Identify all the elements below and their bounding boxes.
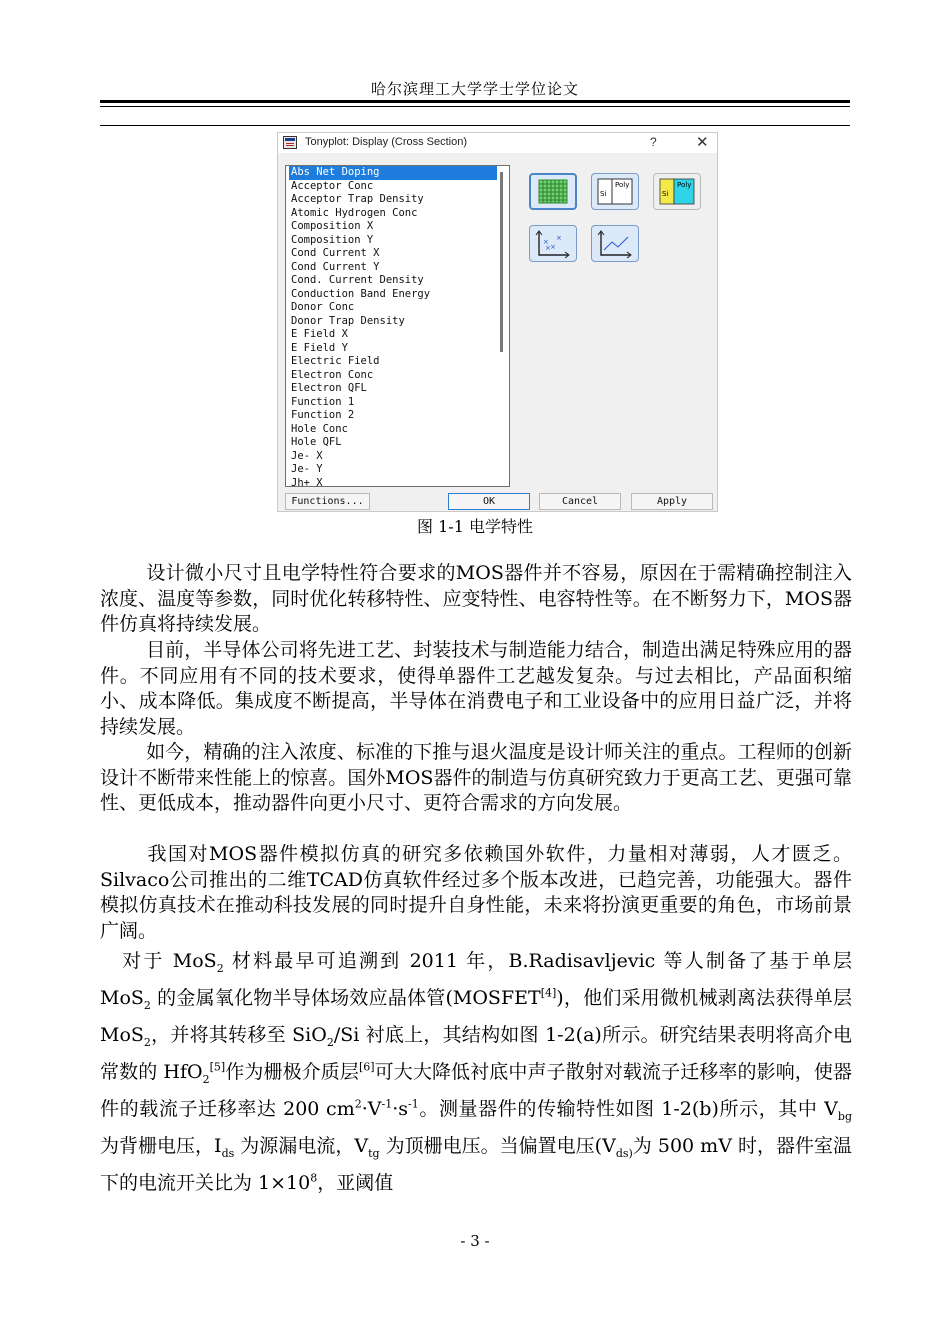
list-item[interactable]: E Field Y	[291, 341, 348, 354]
paragraph-4-text: 我国对MOS器件模拟仿真的研究多依赖国外软件，力量相对薄弱，人才匮乏。Silvaco公司推出的二维TCAD仿真软件经过多个版本改进，已趋完善，功能强大。器件模拟仿真技术在推动科技发展的同时提升自身性能，未来将扮演更重要的角色，市场前景广阔。	[100, 843, 852, 942]
p5-text: 为 500 mV 时，器件室温下的电流开关比为 1×10	[100, 1135, 852, 1194]
list-item[interactable]: Composition X	[291, 220, 374, 232]
dialog-titlebar	[278, 133, 717, 153]
list-item[interactable]: Jh+ X	[291, 476, 323, 487]
p5-sub: ds	[221, 1146, 235, 1160]
list-item[interactable]: Cond Current Y	[291, 260, 380, 273]
p5-text: 。测量器件的传输特性如图 1-2(b)所示，其中 V	[418, 1098, 838, 1120]
close-button[interactable]: ✕	[696, 134, 709, 151]
body-paragraph-5	[100, 943, 852, 1202]
list-item[interactable]: Abs Net Doping	[289, 166, 497, 180]
scatter-plot-button[interactable]	[529, 225, 577, 262]
body-paragraph-4	[100, 842, 852, 944]
apply-button[interactable]: Apply	[631, 493, 713, 510]
si-poly-filled-icon	[654, 174, 700, 209]
list-item[interactable]: Acceptor Trap Density	[291, 193, 424, 205]
help-button[interactable]: ?	[650, 135, 657, 149]
citation-4[interactable]: [4]	[540, 986, 557, 1000]
regions-outline-button[interactable]	[591, 173, 639, 210]
list-item[interactable]: Function 2	[291, 409, 355, 421]
svg-text:×: ×	[543, 238, 549, 246]
citation-6[interactable]: [6]	[358, 1060, 375, 1074]
p5-sub: ds)	[615, 1146, 633, 1160]
p5-text: 可大大降低衬底中声子散射对载流子迁移率的影响，使器件的载流子迁移率达 200 cm	[100, 1061, 852, 1120]
list-item[interactable]: Cond Current X	[291, 247, 380, 259]
p5-text: ，亚阈值	[317, 1172, 394, 1194]
p5-text: ·V	[361, 1098, 382, 1120]
list-item[interactable]: Electron Conc	[291, 368, 374, 381]
list-item[interactable]: Conduction Band Energy	[291, 287, 431, 300]
page-number: - 3 -	[460, 1232, 490, 1250]
running-header: 哈尔滨理工大学学士学位论文	[370, 80, 579, 98]
list-item[interactable]: Atomic Hydrogen Conc	[291, 206, 418, 219]
paragraph-2-text: 目前，半导体公司将先进工艺、封装技术与制造能力结合，制造出满足特殊应用的器件。不同应用有不同的技术要求，使得单器件工艺越发复杂。与过去相比，产品面积缩小、成本降低。集成度不断提高，半导体在消费电子和工业设备中的应用日益广泛，并将持续发展。	[100, 639, 852, 738]
p5-sub: bg	[837, 1109, 852, 1123]
cancel-button[interactable]: Cancel	[539, 493, 621, 510]
line-plot-button[interactable]	[591, 225, 639, 262]
si-filled-label: Si	[662, 190, 669, 198]
p5-text: 对于 MoS	[120, 950, 217, 972]
p5-sub: 2	[202, 1072, 210, 1086]
p5-text: 材料最早可追溯到 2011 年，B.Radisavljevic 等人制备了基于单层 MoS	[100, 950, 852, 1009]
functions-button[interactable]: Functions...	[285, 493, 370, 510]
body-paragraph-1	[100, 561, 852, 638]
regions-filled-button[interactable]	[653, 173, 701, 210]
body-paragraph-3	[100, 740, 852, 817]
p5-sup: 2	[354, 1097, 362, 1111]
tonyplot-app-icon	[283, 136, 297, 149]
p5-sub: 2	[326, 1035, 334, 1049]
svg-text:×: ×	[556, 234, 562, 242]
dialog-title: Tonyplot: Display (Cross Section)	[305, 136, 468, 148]
paragraph-3-text: 如今，精确的注入浓度、标准的下推与退火温度是设计师关注的重点。工程师的创新设计不断带来性能上的惊喜。国外MOS器件的制造与仿真研究致力于更高工艺、更强可靠性、更低成本，推动器件向更小尺寸、更符合需求的方向发展。	[100, 741, 852, 814]
p5-sup: -1	[408, 1097, 419, 1111]
svg-text:×: ×	[550, 243, 556, 251]
tonyplot-dialog	[277, 132, 718, 512]
header-rule-lower	[100, 125, 850, 126]
list-item[interactable]: Function 1	[291, 395, 355, 408]
header-rule-thin	[100, 106, 850, 107]
poly-filled-label: Poly	[677, 181, 692, 189]
body-paragraph-2	[100, 638, 852, 740]
p5-sub: 2	[143, 998, 151, 1012]
quantity-list	[289, 166, 497, 487]
list-item[interactable]: Electric Field	[291, 355, 380, 367]
scatter-axes-icon	[530, 226, 576, 261]
list-item[interactable]: Je- X	[291, 449, 323, 462]
p5-text: 为顶栅电压。当偏置电压(V	[379, 1135, 616, 1157]
header-rule-thick	[100, 100, 850, 103]
list-item[interactable]: Hole QFL	[291, 436, 342, 448]
p5-text: 为背栅电压，I	[100, 1135, 222, 1157]
citation-5[interactable]: [5]	[209, 1060, 226, 1074]
list-item[interactable]: Donor Conc	[291, 301, 355, 313]
figure-caption: 图 1-1 电学特性	[417, 517, 533, 536]
list-item[interactable]: Je- Y	[291, 463, 323, 475]
p5-text: 为源漏电流，V	[234, 1135, 369, 1157]
p5-text: /Si 衬底上，其结构如图 1-2(a)所示。研究结果表明将高介电常数的 HfO	[100, 1024, 852, 1083]
paragraph-1-text: 设计微小尺寸且电学特性符合要求的MOS器件并不容易，原因在于需精确控制注入浓度、温度等参数，同时优化转移特性、应变特性、电容特性等。在不断努力下，MOS器件仿真将持续发展。	[100, 562, 852, 635]
p5-text: ·s	[392, 1098, 408, 1120]
list-item[interactable]: Composition Y	[291, 233, 374, 246]
p5-text: 的金属氧化物半导体场效应晶体管(MOSFET	[150, 987, 541, 1009]
p5-sub: 2	[143, 1035, 151, 1049]
poly-label: Poly	[615, 181, 630, 189]
list-item[interactable]: Donor Trap Density	[291, 314, 405, 327]
p5-sup: -1	[381, 1097, 393, 1111]
svg-text:×: ×	[545, 244, 551, 252]
p5-text: ，并将其转移至 SiO	[150, 1024, 327, 1046]
p5-sup: 8	[310, 1171, 318, 1185]
list-scrollbar[interactable]	[500, 172, 503, 352]
list-item[interactable]: Hole Conc	[291, 422, 348, 435]
ok-button[interactable]: OK	[448, 493, 530, 510]
list-item[interactable]: E Field X	[291, 328, 348, 340]
list-item[interactable]: Electron QFL	[291, 382, 367, 394]
contour-grid-button[interactable]	[529, 173, 577, 210]
quantity-listbox[interactable]	[285, 165, 510, 487]
si-poly-outline-icon	[592, 174, 638, 209]
p5-sub: 2	[216, 961, 224, 975]
p5-text: 作为栅极介质层	[225, 1061, 359, 1083]
grid-mesh-icon	[531, 175, 575, 208]
si-label: Si	[600, 190, 607, 198]
p5-text: )，他们采用微机械剥离法获得单层 MoS	[100, 987, 852, 1046]
list-item[interactable]: Acceptor Conc	[291, 179, 374, 192]
p5-sub: tg	[368, 1146, 380, 1160]
line-axes-icon	[592, 226, 638, 261]
list-item[interactable]: Cond. Current Density	[291, 274, 424, 286]
